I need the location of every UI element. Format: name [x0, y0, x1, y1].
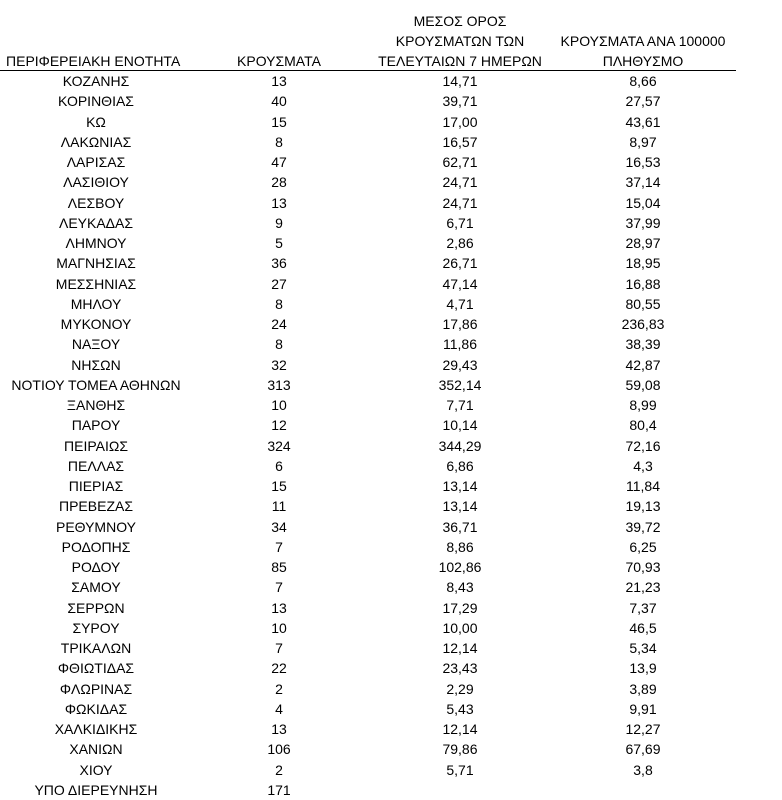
cell-avg7: 17,29: [442, 599, 478, 616]
table-row: [0, 557, 782, 577]
cell-cases: 13: [271, 73, 287, 89]
cell-avg7: 47,14: [442, 275, 478, 292]
cell-per100k: 7,37: [629, 599, 657, 616]
cell-avg7: 5,71: [446, 761, 474, 778]
cell-cases: 8: [275, 295, 283, 312]
cell-cases: 24: [271, 316, 287, 332]
table-row: [0, 395, 782, 415]
table-row: [0, 415, 782, 435]
cell-cases: 15: [271, 478, 287, 494]
cell-avg7: 11,86: [443, 336, 477, 353]
cell-cases: 4: [275, 700, 283, 717]
cell-per100k: 5,34: [629, 640, 657, 656]
cell-region: ΞΑΝΘΗΣ: [66, 397, 126, 413]
table-row: [0, 274, 782, 294]
cell-per100k: 19,13: [625, 498, 661, 515]
cell-cases: 324: [267, 437, 291, 454]
cell-avg7: 39,71: [442, 93, 478, 110]
header-per100k-line1: ΚΡΟΥΣΜΑΤΑ ΑΝΑ 100000: [560, 33, 726, 49]
cell-region: ΛΕΣΒΟΥ: [67, 194, 125, 211]
table-row: [0, 71, 782, 91]
cell-per100k: 6,25: [629, 538, 657, 555]
table-row: [0, 193, 782, 213]
cell-per100k: 27,57: [625, 93, 661, 110]
cell-region: ΣΥΡΟΥ: [72, 619, 120, 636]
cell-avg7: 352,14: [438, 376, 482, 393]
cell-avg7: 6,71: [446, 214, 474, 231]
cell-region: ΠΡΕΒΕΖΑΣ: [58, 498, 133, 515]
table-row: [0, 760, 782, 780]
table-row: [0, 334, 782, 354]
cell-per100k: 46,5: [629, 619, 657, 636]
cell-region: ΝΑΞΟΥ: [71, 336, 121, 353]
cell-region: ΚΟΖΑΝΗΣ: [62, 73, 130, 89]
cell-per100k: 18,95: [625, 255, 661, 272]
cell-region: ΠΑΡΟΥ: [71, 417, 121, 434]
cell-avg7: 36,71: [442, 518, 478, 535]
table-row: [0, 638, 782, 658]
table-row: [0, 517, 782, 537]
cell-region: ΚΩ: [86, 113, 106, 130]
table-row: [0, 739, 782, 759]
cell-cases: 85: [271, 559, 287, 575]
cell-per100k: 43,61: [625, 113, 661, 130]
cell-avg7: 24,71: [442, 194, 478, 211]
cell-per100k: 42,87: [625, 356, 661, 373]
cell-per100k: 80,55: [625, 295, 661, 312]
table-body: [0, 71, 782, 800]
cell-per100k: 80,4: [629, 417, 657, 434]
table-row: [0, 496, 782, 516]
header-region: ΠΕΡΙΦΕΡΕΙΑΚΗ ΕΝΟΤΗΤΑ: [6, 53, 181, 69]
table-row: [0, 577, 782, 597]
cell-cases: 27: [271, 275, 287, 292]
table-row: [0, 598, 782, 618]
cell-cases: 7: [275, 538, 283, 555]
cell-region: ΜΑΓΝΗΣΙΑΣ: [56, 255, 136, 272]
cell-avg7: 13,14: [442, 478, 478, 494]
cell-region: ΡΟΔΟΠΗΣ: [61, 538, 131, 555]
cell-avg7: 24,71: [442, 174, 478, 191]
cell-cases: 171: [267, 781, 291, 798]
table-row: [0, 294, 782, 314]
cell-region: ΜΗΛΟΥ: [70, 295, 122, 312]
cell-per100k: 15,04: [625, 194, 661, 211]
cell-cases: 40: [271, 93, 287, 110]
header-cases: ΚΡΟΥΣΜΑΤΑ: [237, 53, 321, 69]
header-avg7: [373, 11, 547, 71]
table-row: [0, 253, 782, 273]
cell-region: ΛΗΜΝΟΥ: [65, 235, 127, 251]
cell-region: ΣΑΜΟΥ: [71, 579, 121, 596]
cell-region: ΣΕΡΡΩΝ: [67, 599, 125, 616]
cell-avg7: 2,29: [446, 680, 474, 697]
cell-per100k: 12,27: [625, 721, 661, 737]
cell-cases: 28: [271, 174, 287, 191]
cell-region: ΠΕΙΡΑΙΩΣ: [64, 437, 128, 454]
table-row: [0, 132, 782, 152]
header-per100k: [551, 31, 735, 71]
cell-cases: 34: [271, 518, 287, 535]
cell-cases: 36: [271, 255, 287, 272]
cell-avg7: 13,14: [442, 498, 478, 515]
cell-per100k: 11,84: [626, 478, 660, 494]
cell-per100k: 236,83: [621, 316, 665, 332]
cell-region: ΧΑΝΙΩΝ: [69, 741, 123, 758]
cell-per100k: 70,93: [625, 559, 661, 575]
cell-avg7: 17,86: [442, 316, 478, 332]
cell-region: ΧΙΟΥ: [79, 761, 113, 778]
cell-avg7: 7,71: [446, 397, 474, 413]
cell-region: ΠΕΛΛΑΣ: [67, 457, 125, 474]
cell-per100k: 16,88: [625, 275, 661, 292]
cell-region: ΛΑΣΙΘΙΟΥ: [63, 174, 129, 191]
cell-avg7: 344,29: [438, 437, 482, 454]
table-row: [0, 719, 782, 739]
cell-region: ΜΥΚΟΝΟΥ: [60, 316, 132, 332]
cell-per100k: 67,69: [625, 741, 661, 758]
cell-per100k: 13,9: [629, 660, 657, 677]
cell-region: ΝΟΤΙΟΥ ΤΟΜΕΑ ΑΘΗΝΩΝ: [11, 376, 181, 393]
cell-cases: 9: [275, 214, 283, 231]
cell-avg7: 23,43: [442, 660, 478, 677]
table-row: [0, 91, 782, 111]
cell-per100k: 8,97: [629, 133, 657, 150]
cell-avg7: 8,43: [446, 579, 474, 596]
cell-cases: 7: [275, 579, 283, 596]
cell-cases: 8: [275, 133, 283, 150]
cell-region: ΦΩΚΙΔΑΣ: [64, 700, 128, 717]
cell-region: ΤΡΙΚΑΛΩΝ: [60, 640, 132, 656]
cell-region: ΜΕΣΣΗΝΙΑΣ: [55, 275, 137, 292]
cell-cases: 5: [275, 235, 283, 251]
cell-avg7: 4,71: [446, 295, 474, 312]
cell-avg7: 16,57: [442, 133, 478, 150]
cell-region: ΠΙΕΡΙΑΣ: [68, 478, 124, 494]
table-row: [0, 537, 782, 557]
cell-cases: 2: [275, 680, 283, 697]
cell-per100k: 8,99: [629, 397, 657, 413]
cell-avg7: 10,14: [442, 417, 478, 434]
cell-cases: 11: [271, 498, 287, 515]
cell-region: ΛΕΥΚΑΔΑΣ: [58, 214, 134, 231]
cell-per100k: 21,23: [625, 579, 661, 596]
cell-per100k: 3,8: [633, 761, 653, 778]
cell-cases: 313: [267, 376, 291, 393]
cell-cases: 6: [275, 457, 283, 474]
cell-avg7: 79,86: [442, 741, 478, 758]
cell-cases: 13: [271, 194, 287, 211]
cell-per100k: 72,16: [625, 437, 661, 454]
cell-region: ΝΗΣΩΝ: [71, 356, 121, 373]
cell-cases: 10: [271, 397, 287, 413]
cell-cases: 10: [271, 619, 287, 636]
cell-avg7: 8,86: [446, 538, 474, 555]
cell-region: ΛΑΚΩΝΙΑΣ: [60, 133, 132, 150]
cell-avg7: 12,14: [442, 721, 478, 737]
cell-region: ΦΘΙΩΤΙΔΑΣ: [57, 660, 135, 677]
table-row: [0, 213, 782, 233]
table-row: [0, 355, 782, 375]
cell-per100k: 28,97: [625, 235, 661, 251]
cell-region: ΛΑΡΙΣΑΣ: [66, 154, 126, 170]
cell-cases: 8: [275, 336, 283, 353]
cell-avg7: 29,43: [442, 356, 478, 373]
cell-region: ΡΟΔΟΥ: [71, 559, 121, 575]
cell-cases: 7: [275, 640, 283, 656]
cell-cases: 32: [271, 356, 287, 373]
header-avg7-line1: ΜΕΣΟΣ ΟΡΟΣ: [413, 13, 507, 29]
cell-avg7: 17,00: [442, 113, 478, 130]
cell-cases: 47: [271, 154, 287, 170]
cell-per100k: 39,72: [625, 518, 661, 535]
cell-cases: 12: [271, 417, 287, 434]
cell-avg7: 14,71: [442, 73, 478, 89]
cell-region: ΦΛΩΡΙΝΑΣ: [59, 680, 133, 697]
header-per100k-line2: ΠΛΗΘΥΣΜΟ: [602, 53, 684, 69]
cell-cases: 2: [275, 761, 283, 778]
cell-region: ΥΠΟ ΔΙΕΡΕΥΝΗΣΗ: [34, 781, 158, 798]
table-row: [0, 476, 782, 496]
cell-per100k: 4,3: [633, 457, 653, 474]
cell-cases: 13: [271, 599, 287, 616]
table-row: [0, 658, 782, 678]
table-row: [0, 375, 782, 395]
table-row: [0, 112, 782, 132]
table-row: [0, 152, 782, 172]
cell-region: ΚΟΡΙΝΘΙΑΣ: [58, 93, 134, 110]
cell-per100k: 9,91: [629, 700, 657, 717]
cell-per100k: 37,99: [625, 214, 661, 231]
cell-avg7: 6,86: [446, 457, 474, 474]
table-row: [0, 233, 782, 253]
cell-avg7: 12,14: [442, 640, 478, 656]
cell-avg7: 102,86: [438, 559, 482, 575]
table-row: [0, 456, 782, 476]
cell-cases: 15: [271, 113, 287, 130]
cell-avg7: 10,00: [442, 619, 478, 636]
cell-per100k: 3,89: [629, 680, 657, 697]
cell-avg7: 62,71: [442, 154, 478, 170]
cell-cases: 106: [267, 741, 291, 758]
cell-per100k: 16,53: [625, 154, 661, 170]
table-row: [0, 314, 782, 334]
cell-region: ΧΑΛΚΙΔΙΚΗΣ: [54, 721, 138, 737]
cell-cases: 22: [271, 660, 287, 677]
cell-avg7: 5,43: [446, 700, 474, 717]
cell-per100k: 8,66: [629, 73, 657, 89]
cell-per100k: 59,08: [625, 376, 661, 393]
table-row: [0, 618, 782, 638]
table-row: [0, 172, 782, 192]
cell-region: ΡΕΘΥΜΝΟΥ: [55, 518, 136, 535]
cell-cases: 13: [271, 721, 287, 737]
cell-per100k: 38,39: [625, 336, 661, 353]
cell-per100k: 37,14: [625, 174, 661, 191]
cell-avg7: 26,71: [442, 255, 478, 272]
table-row: [0, 436, 782, 456]
header-avg7-line2: ΚΡΟΥΣΜΑΤΩΝ ΤΩΝ: [395, 33, 525, 49]
cell-avg7: 2,86: [446, 235, 474, 251]
table-row: [0, 699, 782, 719]
header-avg7-line3: ΤΕΛΕΥΤΑΙΩΝ 7 ΗΜΕΡΩΝ: [378, 53, 542, 69]
table-row: [0, 679, 782, 699]
